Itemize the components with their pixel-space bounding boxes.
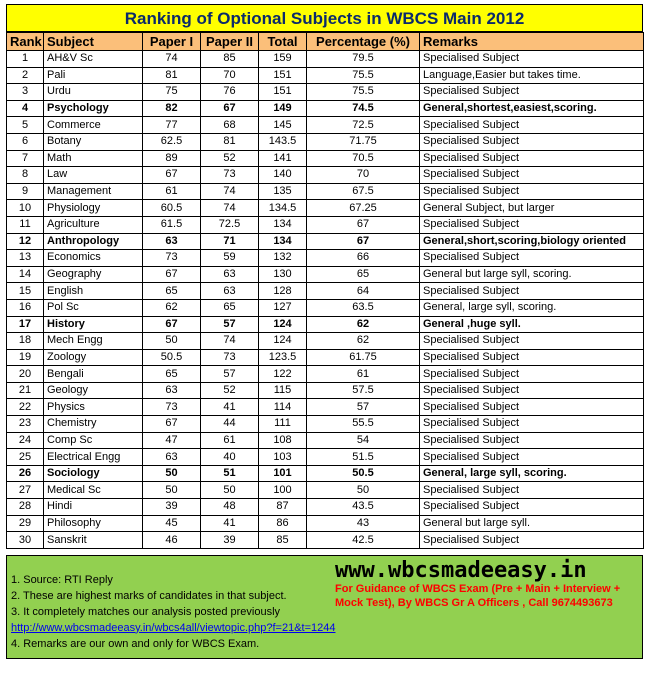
table-row [7, 299, 644, 316]
cell-paper1: 65 [143, 283, 201, 300]
cell-subject: Psychology [44, 100, 143, 117]
cell-percentage: 42.5 [307, 532, 420, 549]
cell-percentage: 71.75 [307, 133, 420, 150]
cell-rank: 13 [7, 250, 44, 267]
table-row [7, 515, 644, 532]
cell-rank: 3 [7, 84, 44, 101]
cell-subject: Management [44, 183, 143, 200]
cell-remarks: Specialised Subject [420, 532, 644, 549]
cell-percentage: 67 [307, 233, 420, 250]
ranking-table [6, 32, 644, 549]
table-row [7, 482, 644, 499]
cell-rank: 15 [7, 283, 44, 300]
cell-total: 143.5 [259, 133, 307, 150]
table-row [7, 117, 644, 134]
cell-percentage: 70.5 [307, 150, 420, 167]
cell-remarks: Specialised Subject [420, 449, 644, 466]
cell-subject: Mech Engg [44, 333, 143, 350]
table-row [7, 416, 644, 433]
cell-rank: 17 [7, 316, 44, 333]
cell-remarks: General,shortest,easiest,scoring. [420, 100, 644, 117]
cell-percentage: 63.5 [307, 299, 420, 316]
cell-paper1: 73 [143, 250, 201, 267]
cell-subject: Chemistry [44, 416, 143, 433]
cell-remarks: Specialised Subject [420, 150, 644, 167]
cell-total: 124 [259, 316, 307, 333]
cell-remarks: General Subject, but larger [420, 200, 644, 217]
cell-subject: Commerce [44, 117, 143, 134]
note-2: 2. These are highest marks of candidates in that subject. [11, 589, 287, 602]
cell-rank: 29 [7, 515, 44, 532]
header-subject: Subject [44, 33, 143, 51]
header-paper2: Paper II [201, 33, 259, 51]
cell-subject: Zoology [44, 349, 143, 366]
cell-paper2: 61 [201, 432, 259, 449]
cell-percentage: 57.5 [307, 382, 420, 399]
cell-total: 135 [259, 183, 307, 200]
cell-remarks: Specialised Subject [420, 499, 644, 516]
cell-paper1: 67 [143, 266, 201, 283]
cell-remarks: Specialised Subject [420, 382, 644, 399]
cell-subject: Sanskrit [44, 532, 143, 549]
cell-remarks: Specialised Subject [420, 84, 644, 101]
cell-paper1: 60.5 [143, 200, 201, 217]
cell-subject: Philosophy [44, 515, 143, 532]
cell-rank: 19 [7, 349, 44, 366]
cell-paper2: 50 [201, 482, 259, 499]
cell-subject: Anthropology [44, 233, 143, 250]
note-3: 3. It completely matches our analysis posted previously [11, 605, 281, 618]
cell-subject: Physiology [44, 200, 143, 217]
cell-rank: 1 [7, 51, 44, 68]
cell-remarks: Specialised Subject [420, 482, 644, 499]
note-1: 1. Source: RTI Reply [11, 573, 113, 586]
cell-paper2: 40 [201, 449, 259, 466]
cell-remarks: Specialised Subject [420, 167, 644, 184]
cell-total: 122 [259, 366, 307, 383]
cell-percentage: 74.5 [307, 100, 420, 117]
footer-notes [11, 572, 335, 652]
cell-total: 128 [259, 283, 307, 300]
cell-subject: Urdu [44, 84, 143, 101]
cell-percentage: 61.75 [307, 349, 420, 366]
cell-total: 159 [259, 51, 307, 68]
cell-paper1: 67 [143, 316, 201, 333]
table-row [7, 399, 644, 416]
cell-subject: Economics [44, 250, 143, 267]
cell-paper1: 62.5 [143, 133, 201, 150]
cell-total: 124 [259, 333, 307, 350]
cell-paper2: 71 [201, 233, 259, 250]
footer-panel [6, 555, 643, 659]
cell-total: 123.5 [259, 349, 307, 366]
cell-subject: Math [44, 150, 143, 167]
cell-subject: Geography [44, 266, 143, 283]
cell-total: 115 [259, 382, 307, 399]
cell-total: 127 [259, 299, 307, 316]
cell-percentage: 43 [307, 515, 420, 532]
cell-total: 85 [259, 532, 307, 549]
cell-percentage: 55.5 [307, 416, 420, 433]
cell-rank: 6 [7, 133, 44, 150]
cell-paper2: 85 [201, 51, 259, 68]
table-row [7, 150, 644, 167]
ranking-sheet [6, 4, 643, 659]
cell-rank: 20 [7, 366, 44, 383]
cell-total: 132 [259, 250, 307, 267]
cell-total: 134 [259, 216, 307, 233]
cell-rank: 14 [7, 266, 44, 283]
cell-total: 140 [259, 167, 307, 184]
table-row [7, 532, 644, 549]
table-row [7, 283, 644, 300]
cell-subject: Pol Sc [44, 299, 143, 316]
cell-paper1: 61.5 [143, 216, 201, 233]
cell-total: 100 [259, 482, 307, 499]
cell-remarks: Specialised Subject [420, 216, 644, 233]
cell-percentage: 70 [307, 167, 420, 184]
cell-percentage: 57 [307, 399, 420, 416]
cell-remarks: General,short,scoring,biology oriented [420, 233, 644, 250]
cell-remarks: General, large syll, scoring. [420, 465, 644, 482]
cell-rank: 26 [7, 465, 44, 482]
cell-percentage: 67.5 [307, 183, 420, 200]
cell-paper2: 74 [201, 200, 259, 217]
cell-subject: Comp Sc [44, 432, 143, 449]
table-row [7, 216, 644, 233]
table-row [7, 366, 644, 383]
cell-total: 101 [259, 465, 307, 482]
cell-paper2: 74 [201, 333, 259, 350]
cell-paper1: 75 [143, 84, 201, 101]
cell-percentage: 50.5 [307, 465, 420, 482]
cell-paper2: 81 [201, 133, 259, 150]
cell-total: 145 [259, 117, 307, 134]
cell-subject: Medical Sc [44, 482, 143, 499]
cell-subject: Electrical Engg [44, 449, 143, 466]
cell-paper1: 81 [143, 67, 201, 84]
cell-rank: 21 [7, 382, 44, 399]
table-row [7, 233, 644, 250]
cell-percentage: 62 [307, 316, 420, 333]
cell-rank: 2 [7, 67, 44, 84]
cell-paper1: 89 [143, 150, 201, 167]
table-row [7, 133, 644, 150]
cell-paper1: 46 [143, 532, 201, 549]
cell-subject: English [44, 283, 143, 300]
table-row [7, 51, 644, 68]
cell-percentage: 75.5 [307, 67, 420, 84]
promo-text: For Guidance of WBCS Exam (Pre + Main + Interview + Mock Test), By WBCS Gr A Officers , Call 9674493673 [335, 582, 621, 609]
cell-percentage: 50 [307, 482, 420, 499]
cell-paper1: 77 [143, 117, 201, 134]
cell-paper2: 72.5 [201, 216, 259, 233]
cell-paper1: 50.5 [143, 349, 201, 366]
cell-total: 134.5 [259, 200, 307, 217]
cell-remarks: General but large syll. [420, 515, 644, 532]
cell-percentage: 67 [307, 216, 420, 233]
table-row [7, 499, 644, 516]
note-4: 4. Remarks are our own and only for WBCS Exam. [11, 637, 260, 650]
cell-paper2: 39 [201, 532, 259, 549]
cell-paper1: 50 [143, 482, 201, 499]
cell-subject: Hindi [44, 499, 143, 516]
cell-rank: 25 [7, 449, 44, 466]
cell-paper1: 82 [143, 100, 201, 117]
table-row [7, 382, 644, 399]
table-row [7, 67, 644, 84]
cell-paper1: 74 [143, 51, 201, 68]
cell-remarks: Specialised Subject [420, 366, 644, 383]
table-row [7, 449, 644, 466]
cell-rank: 11 [7, 216, 44, 233]
table-row [7, 349, 644, 366]
cell-rank: 10 [7, 200, 44, 217]
cell-rank: 24 [7, 432, 44, 449]
cell-paper2: 41 [201, 515, 259, 532]
cell-percentage: 75.5 [307, 84, 420, 101]
cell-total: 134 [259, 233, 307, 250]
cell-rank: 23 [7, 416, 44, 433]
cell-remarks: Specialised Subject [420, 416, 644, 433]
cell-percentage: 54 [307, 432, 420, 449]
cell-remarks: General, large syll, scoring. [420, 299, 644, 316]
cell-remarks: Specialised Subject [420, 432, 644, 449]
cell-paper1: 73 [143, 399, 201, 416]
cell-paper1: 61 [143, 183, 201, 200]
cell-paper1: 50 [143, 333, 201, 350]
cell-percentage: 62 [307, 333, 420, 350]
table-row [7, 333, 644, 350]
cell-rank: 22 [7, 399, 44, 416]
cell-percentage: 51.5 [307, 449, 420, 466]
cell-paper1: 45 [143, 515, 201, 532]
cell-rank: 28 [7, 499, 44, 516]
cell-remarks: Specialised Subject [420, 183, 644, 200]
cell-rank: 9 [7, 183, 44, 200]
cell-paper2: 74 [201, 183, 259, 200]
table-row [7, 167, 644, 184]
cell-paper1: 50 [143, 465, 201, 482]
cell-percentage: 64 [307, 283, 420, 300]
header-row [7, 33, 644, 51]
cell-paper2: 65 [201, 299, 259, 316]
cell-paper2: 44 [201, 416, 259, 433]
cell-paper2: 57 [201, 366, 259, 383]
cell-paper1: 39 [143, 499, 201, 516]
cell-percentage: 79.5 [307, 51, 420, 68]
cell-paper2: 76 [201, 84, 259, 101]
cell-rank: 4 [7, 100, 44, 117]
cell-paper1: 47 [143, 432, 201, 449]
header-paper1: Paper I [143, 33, 201, 51]
cell-paper2: 73 [201, 349, 259, 366]
cell-total: 130 [259, 266, 307, 283]
cell-percentage: 67.25 [307, 200, 420, 217]
cell-paper1: 65 [143, 366, 201, 383]
cell-total: 87 [259, 499, 307, 516]
cell-percentage: 66 [307, 250, 420, 267]
forum-link[interactable]: http://www.wbcsmadeeasy.in/wbcs4all/viewtopic.php?f=21&t=1244 [11, 621, 336, 634]
cell-total: 151 [259, 67, 307, 84]
cell-remarks: Specialised Subject [420, 51, 644, 68]
cell-total: 86 [259, 515, 307, 532]
cell-paper2: 52 [201, 150, 259, 167]
cell-subject: History [44, 316, 143, 333]
cell-remarks: Specialised Subject [420, 250, 644, 267]
cell-remarks: Specialised Subject [420, 133, 644, 150]
table-row [7, 432, 644, 449]
cell-total: 151 [259, 84, 307, 101]
cell-subject: Agriculture [44, 216, 143, 233]
table-row [7, 465, 644, 482]
cell-paper2: 52 [201, 382, 259, 399]
cell-paper1: 63 [143, 449, 201, 466]
cell-paper2: 68 [201, 117, 259, 134]
cell-percentage: 61 [307, 366, 420, 383]
cell-remarks: Language,Easier but takes time. [420, 67, 644, 84]
cell-percentage: 72.5 [307, 117, 420, 134]
cell-subject: Sociology [44, 465, 143, 482]
cell-paper1: 67 [143, 167, 201, 184]
cell-total: 108 [259, 432, 307, 449]
cell-subject: Physics [44, 399, 143, 416]
cell-subject: Bengali [44, 366, 143, 383]
header-rank: Rank [7, 33, 44, 51]
table-row [7, 200, 644, 217]
cell-paper1: 62 [143, 299, 201, 316]
header-percentage: Percentage (%) [307, 33, 420, 51]
cell-paper1: 63 [143, 382, 201, 399]
table-row [7, 100, 644, 117]
cell-paper2: 63 [201, 283, 259, 300]
cell-subject: Law [44, 167, 143, 184]
cell-rank: 18 [7, 333, 44, 350]
cell-rank: 12 [7, 233, 44, 250]
cell-total: 149 [259, 100, 307, 117]
cell-paper2: 73 [201, 167, 259, 184]
cell-rank: 7 [7, 150, 44, 167]
cell-paper2: 51 [201, 465, 259, 482]
table-row [7, 316, 644, 333]
cell-remarks: Specialised Subject [420, 117, 644, 134]
sheet-title: Ranking of Optional Subjects in WBCS Main 2012 [6, 4, 643, 32]
cell-subject: Botany [44, 133, 143, 150]
cell-rank: 8 [7, 167, 44, 184]
cell-paper2: 67 [201, 100, 259, 117]
header-remarks: Remarks [420, 33, 644, 51]
cell-subject: AH&V Sc [44, 51, 143, 68]
cell-subject: Pali [44, 67, 143, 84]
cell-paper2: 63 [201, 266, 259, 283]
header-total: Total [259, 33, 307, 51]
brand-url: www.wbcsmadeeasy.in [335, 557, 587, 583]
cell-percentage: 65 [307, 266, 420, 283]
cell-paper1: 63 [143, 233, 201, 250]
cell-remarks: Specialised Subject [420, 283, 644, 300]
cell-paper2: 57 [201, 316, 259, 333]
cell-total: 114 [259, 399, 307, 416]
cell-paper2: 70 [201, 67, 259, 84]
table-row [7, 84, 644, 101]
table-row [7, 250, 644, 267]
cell-remarks: General ,huge syll. [420, 316, 644, 333]
cell-paper2: 48 [201, 499, 259, 516]
cell-total: 103 [259, 449, 307, 466]
cell-paper2: 41 [201, 399, 259, 416]
cell-paper1: 67 [143, 416, 201, 433]
cell-remarks: Specialised Subject [420, 333, 644, 350]
cell-total: 141 [259, 150, 307, 167]
cell-rank: 16 [7, 299, 44, 316]
cell-total: 111 [259, 416, 307, 433]
cell-remarks: Specialised Subject [420, 399, 644, 416]
cell-rank: 30 [7, 532, 44, 549]
cell-remarks: Specialised Subject [420, 349, 644, 366]
cell-paper2: 59 [201, 250, 259, 267]
cell-subject: Geology [44, 382, 143, 399]
cell-remarks: General but large syll, scoring. [420, 266, 644, 283]
table-row [7, 266, 644, 283]
cell-rank: 27 [7, 482, 44, 499]
table-row [7, 183, 644, 200]
cell-rank: 5 [7, 117, 44, 134]
cell-percentage: 43.5 [307, 499, 420, 516]
